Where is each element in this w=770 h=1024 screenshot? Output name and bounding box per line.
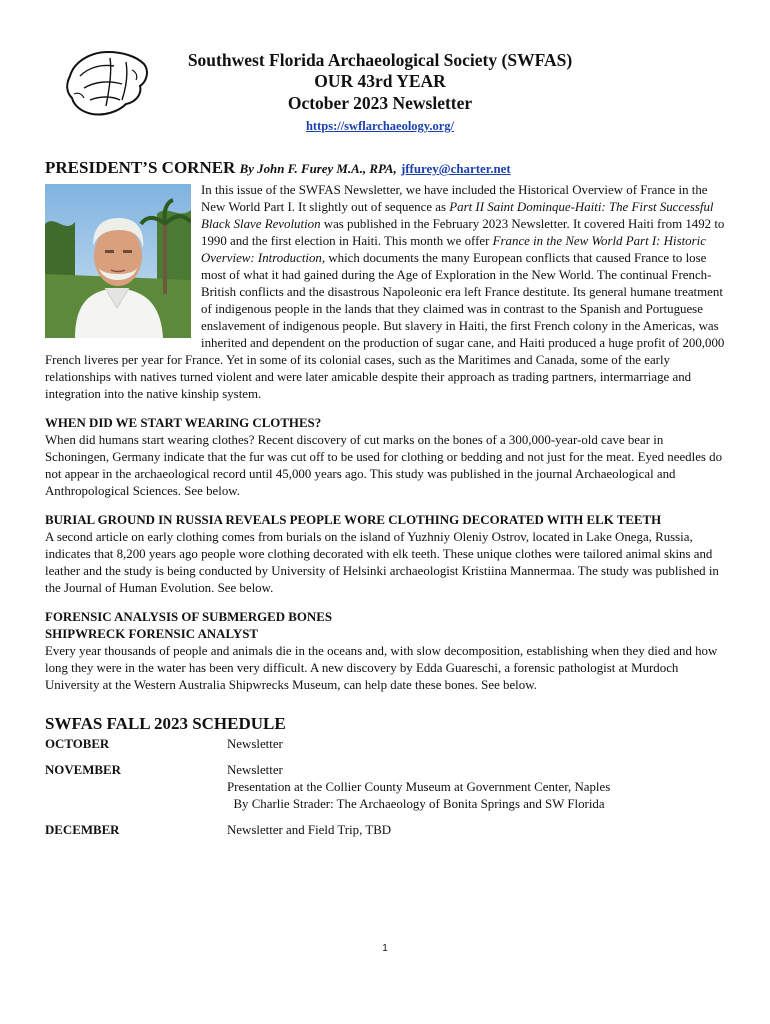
- byline: By John F. Furey M.A., RPA,: [239, 162, 397, 176]
- page-number: 1: [382, 943, 388, 954]
- schedule-month: DECEMBER: [45, 823, 120, 837]
- article-subtitle: SHIPWRECK FORENSIC ANALYST: [45, 627, 258, 641]
- president-photo: [45, 184, 191, 338]
- schedule-row-november: [45, 762, 730, 813]
- article-clothes: [45, 415, 730, 500]
- presidents-corner-heading: [45, 157, 730, 180]
- schedule-details: Newsletter: [227, 737, 283, 751]
- website-link[interactable]: https://swflarchaeology.org/: [305, 119, 455, 133]
- section-heading: PRESIDENT’S CORNER: [45, 158, 236, 177]
- article-title: FORENSIC ANALYSIS OF SUBMERGED BONES: [45, 610, 333, 624]
- society-name: Southwest Florida Archaeological Society (SWFAS): [187, 50, 573, 70]
- article-burial-ground: [45, 512, 730, 597]
- article-body: Every year thousands of people and animals die in the oceans and, with slow decomposition, establishing when they died and how long they were in the water has been very difficult. A new discovery by Edda Guareschi, a forensic pathologist at Murdoch University at the Western Australia Shipwrecks Museum, can help date these bones. See below.: [45, 644, 718, 692]
- email-link[interactable]: jffurey@charter.net: [400, 162, 511, 176]
- article-forensic: [45, 609, 730, 694]
- schedule-details: Newsletter Presentation at the Collier County Museum at Government Center, Naples By Charlie Strader: The Archaeology of Bonita Springs and SW Florida: [227, 763, 611, 811]
- schedule-month: OCTOBER: [45, 737, 110, 751]
- masthead: [140, 50, 620, 135]
- swfas-logo: [60, 46, 152, 122]
- article-body: A second article on early clothing comes from burials on the island of Yuzhniy Oleniy Ostrov, located in Lake Onega, Russia, indicates that 8,200 years ago people wore clothing decorated with elk teeth. These unique clothes were tailored animal skins and leather and the study is being conducted by University of Helsinki archaeologist Kristiina Mannermaa. The study was published in the Journal of Human Evolution. See below.: [45, 530, 719, 595]
- schedule-details: Newsletter and Field Trip, TBD: [227, 823, 392, 837]
- schedule-month: NOVEMBER: [45, 763, 121, 777]
- presidents-corner-text: In this issue of the SWFAS Newsletter, we have included the Historical Overview of France in the New World Part I. It slightly out of sequence as Part II Saint Dominque-Haiti: The First Successful Black Slave Revolution was published in the February 2023 Newsletter. It covered Haiti from 1492 to 1990 and the first election in Haiti. This month we offer France in the New World Part I: Historic Overview: Introduction, which documents the many European conflicts that caused France to lose most of what it had gained during the Age of Exploration in the New World. The continual French-British conflicts and the disastrous Napoleonic era left France destitute. Its general humane treatment of indigenous people in the lands that they claimed was in contrast to the Spanish and Portuguese enslavement of indigenous people. But slavery in Haiti, the first French colony in the Americas, was inherited and dependent on the production of sugar cane, and Haiti produced a huge profit of 200,000 French liveres per year for France. Yet in some of its colonial cases, such as the Maritimes and Canada, some of the early relationships with natives turned violent and were later amicable despite their approach as trading partners, intermarriage and integration into the native kinship system.: [45, 183, 725, 401]
- newsletter-title: October 2023 Newsletter: [287, 93, 473, 113]
- schedule-row-october: [45, 736, 730, 753]
- schedule-heading: SWFAS FALL 2023 SCHEDULE: [45, 714, 286, 733]
- article-title: WHEN DID WE START WEARING CLOTHES?: [45, 416, 322, 430]
- article-body: When did humans start wearing clothes? Recent discovery of cut marks on the bones of a 300,000-year-old cave bear in Schoningen, Germany indicate that the fur was cut off to be used for clothing or bedding and not just for the meat. Eyed needles do not appear in the archaeological record until 45,000 years ago. This study was published in the journal Archaeological and Anthropological Sciences. See below.: [45, 433, 723, 498]
- article-title: BURIAL GROUND IN RUSSIA REVEALS PEOPLE WORE CLOTHING DECORATED WITH ELK TEETH: [45, 513, 662, 527]
- newsletter-body: [45, 157, 730, 839]
- schedule-row-december: [45, 822, 730, 839]
- year-line: OUR 43rd YEAR: [314, 71, 446, 91]
